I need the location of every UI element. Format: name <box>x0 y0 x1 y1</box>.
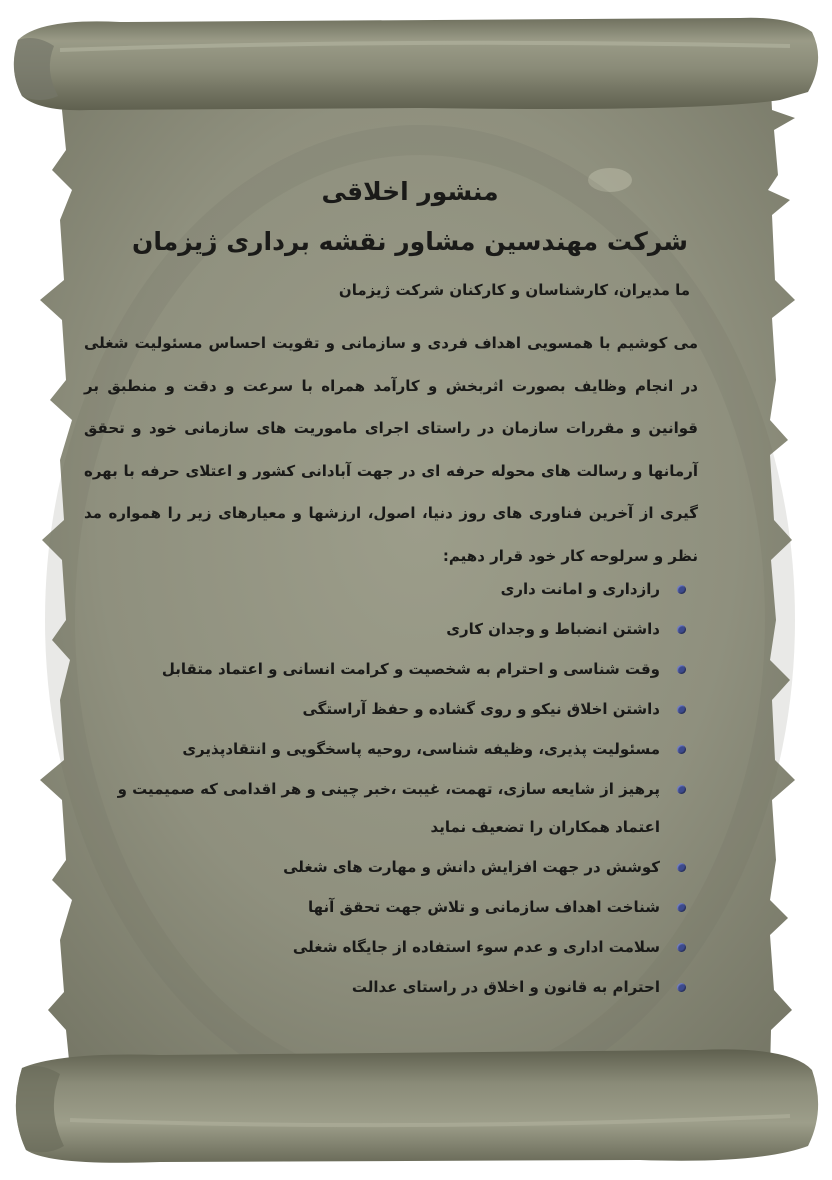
list-item <box>70 888 690 926</box>
list-item-text: داشتن انضباط و وجدان کاری <box>446 620 660 638</box>
list-item <box>70 928 690 966</box>
list-item <box>70 650 690 688</box>
list-item-text: وقت شناسی و احترام به شخصیت و کرامت انسانی و اعتماد متقابل <box>161 660 660 678</box>
list-item <box>70 730 690 768</box>
bullet-icon <box>677 863 686 872</box>
bullet-icon <box>677 903 686 912</box>
page-title: منشور اخلاقی <box>321 177 499 206</box>
list-item-text: مسئولیت پذیری، وظیفه شناسی، روحیه پاسخگویی و انتقادپذیری <box>182 740 660 758</box>
list-item-text: شناخت اهداف سازمانی و تلاش جهت تحقق آنها <box>308 898 660 916</box>
list-item <box>70 690 690 728</box>
list-item-text: سلامت اداری و عدم سوء استفاده از جایگاه شغلی <box>292 938 660 956</box>
values-list <box>70 570 690 1008</box>
bullet-icon <box>677 705 686 714</box>
bullet-icon <box>677 585 686 594</box>
bullet-icon <box>677 745 686 754</box>
list-item-text: رازداری و امانت داری <box>500 580 660 598</box>
list-item-text: داشتن اخلاق نیکو و روی گشاده و حفظ آراستگی <box>302 700 660 718</box>
bullet-icon <box>677 983 686 992</box>
list-item <box>70 848 690 886</box>
list-item <box>70 968 690 1006</box>
list-item <box>70 770 690 846</box>
list-item <box>70 610 690 648</box>
company-name: شرکت مهندسین مشاور نقشه برداری ژیزمان <box>132 227 688 256</box>
intro-line: ما مدیران، کارشناسان و کارکنان شرکت ژیزمان <box>338 281 690 299</box>
charter-paragraph: می کوشیم با همسویی اهداف فردی و سازمانی و تقویت احساس مسئولیت شغلی در انجام وظایف بصورت اثربخش و کارآمد همراه با سرعت و دقت و منطبق بر قوانین و مقررات سازمان در راستای اجرای ماموریت های سازمانی خود و تحقق آرمانها و رسالت های محوله حرفه ای در جهت آبادانی کشور و اعتلای حرفه با بهره گیری از آخرین فناوری های روز دنیا، اصول، ارزشها و معیارهای زیر را همواره مد نظر و سرلوحه کار خود قرار دهیم: <box>84 334 698 565</box>
charter-content <box>60 0 760 1180</box>
bullet-icon <box>677 625 686 634</box>
bullet-icon <box>677 785 686 794</box>
bullet-icon <box>677 665 686 674</box>
list-item <box>70 570 690 608</box>
list-item-text: کوشش در جهت افزایش دانش و مهارت های شغلی <box>283 858 660 876</box>
list-item-text: احترام به قانون و اخلاق در راستای عدالت <box>351 978 660 996</box>
list-item-text: پرهیز از شایعه سازی، تهمت، غیبت ،خبر چینی و هر اقدامی که صمیمیت و اعتماد همکاران را تضعیف نماید <box>117 780 660 836</box>
bullet-icon <box>677 943 686 952</box>
